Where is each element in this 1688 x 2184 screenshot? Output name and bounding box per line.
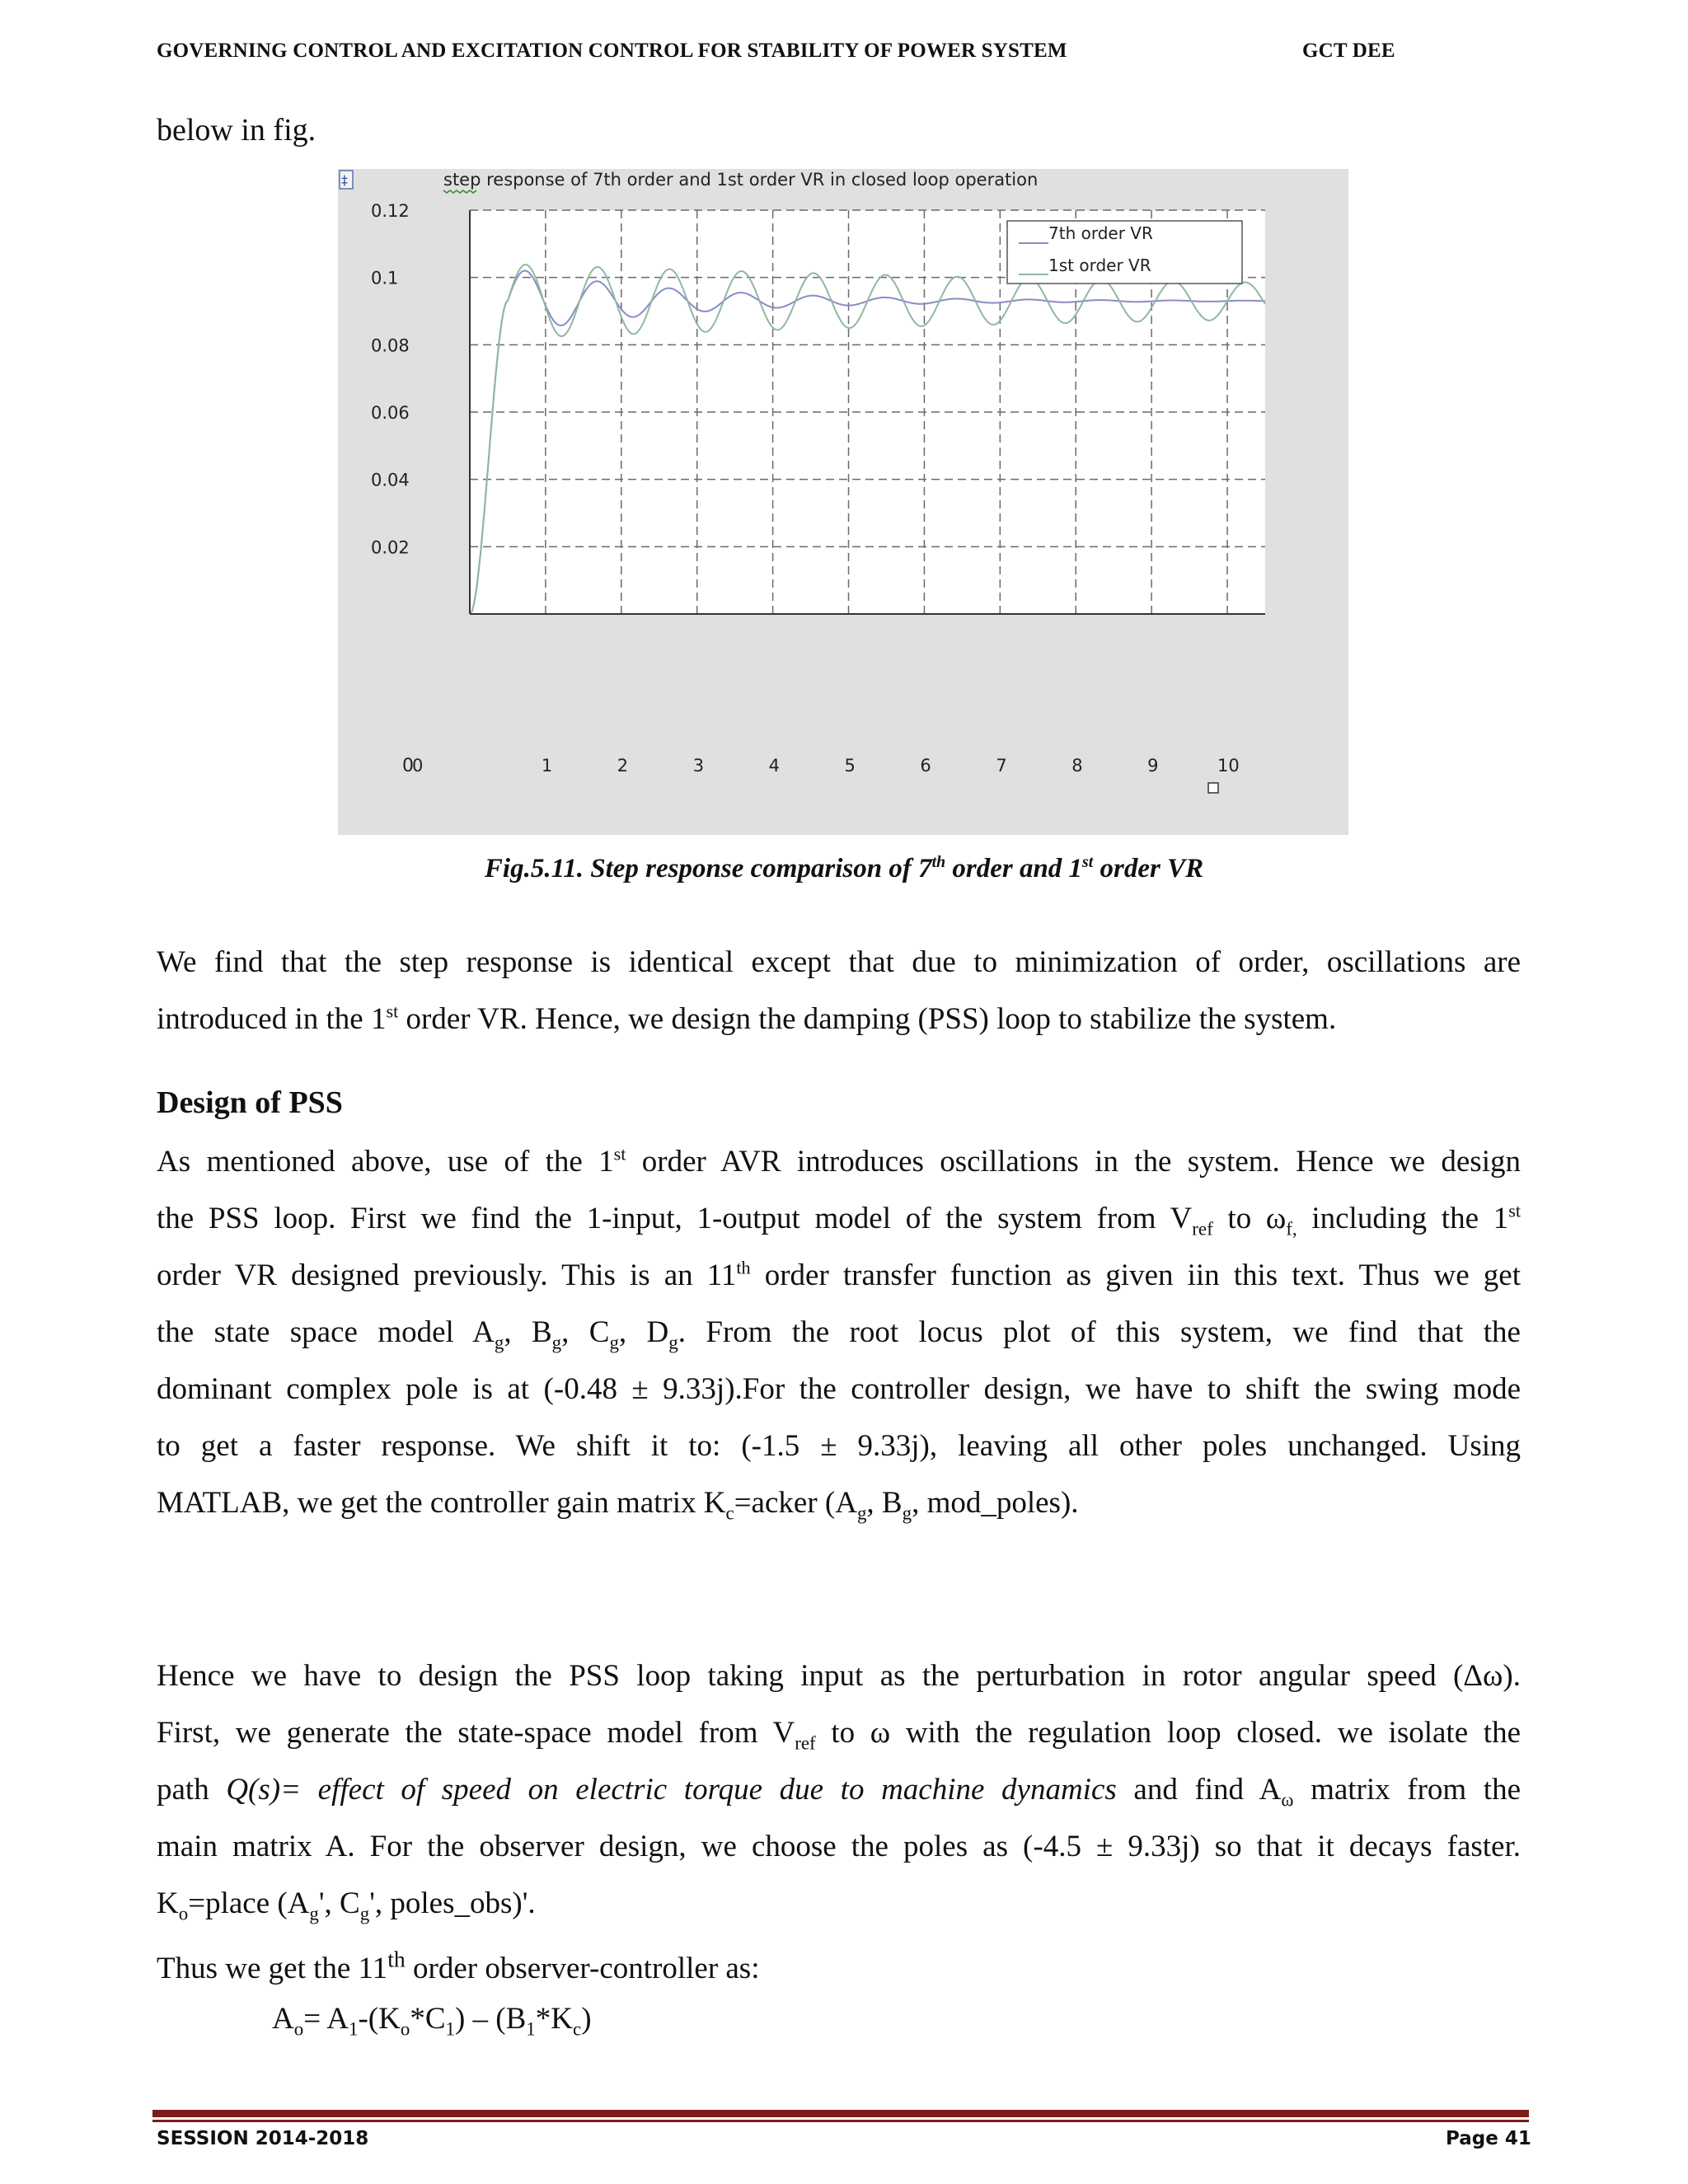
resize-handle-icon[interactable] <box>1208 783 1218 793</box>
running-header-dept: GCT DEE <box>1302 40 1395 62</box>
x-tick-label: 6 <box>920 756 931 776</box>
spell-check-squiggle <box>443 190 476 193</box>
paragraph-step-response <box>157 934 1521 1047</box>
y-tick-label: 0.12 <box>371 201 410 221</box>
legend-label-1st: 1st order VR <box>1048 255 1151 275</box>
observer-controller-equation: $A_o= A_1-(K_o*C_1) - (B_1*K_c)$ <box>272 2002 592 2040</box>
running-header-title: GOVERNING CONTROL AND EXCITATION CONTROL FOR STABILITY OF POWER SYSTEM <box>157 40 1067 62</box>
figure-step-response <box>338 169 1348 835</box>
figure-toolbar-glyph: ‡ <box>341 172 348 188</box>
chart-title: step response of 7th order and 1st order VR in closed loop operation <box>443 170 1039 190</box>
paragraph-line: order VR designed previously. This is an 11th order transfer function as given iin this text. Thus we get <box>157 1257 1521 1292</box>
section-heading: Design of PSS <box>157 1085 343 1120</box>
legend <box>1007 221 1242 284</box>
paragraph-pss-design <box>157 1133 1521 1531</box>
paragraph-line: to get a faster response. We shift it to: (-1.5 ± 9.33j), leaving all other poles unchanged. Using <box>157 1429 1521 1463</box>
paragraph-line: $K_o=place$ ($A_g'$, $C_g'$, poles_obs)'. <box>157 1886 536 1924</box>
paragraph-line: We find that the step response is identical except that due to minimization of order, oscillations are <box>157 945 1521 979</box>
page-number: Page 41 <box>1446 2128 1531 2149</box>
paragraph-line: dominant complex pole is at (-0.48 ± 9.33j).For the controller design, we have to shift the swing mode <box>157 1372 1521 1406</box>
paragraph-line: main matrix A. For the observer design, we choose the poles as (-4.5 ± 9.33j) so that it decays faster. <box>157 1830 1521 1863</box>
paragraph-line: introduced in the 1st order VR. Hence, we design the damping (PSS) loop to stabilize the system. <box>157 1001 1337 1036</box>
footer-rule-thin <box>152 2120 1529 2122</box>
y-tick-label: 0.02 <box>371 537 410 558</box>
lead-text: below in fig. <box>157 113 316 148</box>
x-tick-label: 4 <box>768 756 780 776</box>
x-tick-label: 5 <box>844 756 856 776</box>
paragraph-observer <box>157 1647 1521 1997</box>
y-tick-label: 0.08 <box>371 335 410 356</box>
step-response-chart <box>338 169 1348 835</box>
paragraph-line: Thus we get the 11th order observer-controller as: <box>157 1947 760 1985</box>
y-tick-label: 0 <box>412 756 424 776</box>
footer-rule <box>152 2110 1529 2117</box>
x-tick-label: 8 <box>1071 756 1083 776</box>
paragraph-line: MATLAB, we get the controller gain matrix $K_c=acker$ ($A_g$, $B_g$, mod_poles). <box>157 1486 1079 1524</box>
x-tick-label: 7 <box>996 756 1007 776</box>
paragraph-line: Hence we have to design the PSS loop taking input as the perturbation in rotor angular speed (Δω). <box>157 1659 1521 1693</box>
x-tick-label: 1 <box>541 756 553 776</box>
x-tick-label: 2 <box>617 756 629 776</box>
paragraph-line: the PSS loop. First we find the 1-input, 1-output model of the system from $V_{ref}$ to $\omega_{f,}$ including the 1st <box>157 1200 1521 1240</box>
paragraph-line: As mentioned above, use of the 1st order AVR introduces oscillations in the system. Hence we design <box>157 1143 1521 1179</box>
paragraph-line: path Q(s)= effect of speed on electric torque due to machine dynamics and find $A_\omega$ matrix from the <box>157 1773 1522 1811</box>
origin-label: 0 <box>402 756 414 776</box>
y-tick-label: 0.1 <box>371 268 399 288</box>
x-tick-label: 3 <box>692 756 705 776</box>
figure-caption: Fig.5.11. Step response comparison of 7th order and 1st order VR <box>484 853 1204 883</box>
paragraph-line: the state space model $A_g$, $B_g$, $C_g$, $D_g$. From the root locus plot of this system, we find that the <box>157 1315 1521 1353</box>
x-tick-label: 10 <box>1217 756 1240 776</box>
x-tick-label: 9 <box>1147 756 1159 776</box>
legend-label-7th: 7th order VR <box>1048 223 1153 243</box>
y-tick-label: 0.04 <box>371 470 410 490</box>
paragraph-line: First, we generate the state-space model from $V_{ref}$ to ω with the regulation loop closed. we isolate the <box>157 1716 1521 1754</box>
footer-session: SESSION 2014-2018 <box>157 2128 369 2149</box>
y-tick-label: 0.06 <box>371 403 410 423</box>
